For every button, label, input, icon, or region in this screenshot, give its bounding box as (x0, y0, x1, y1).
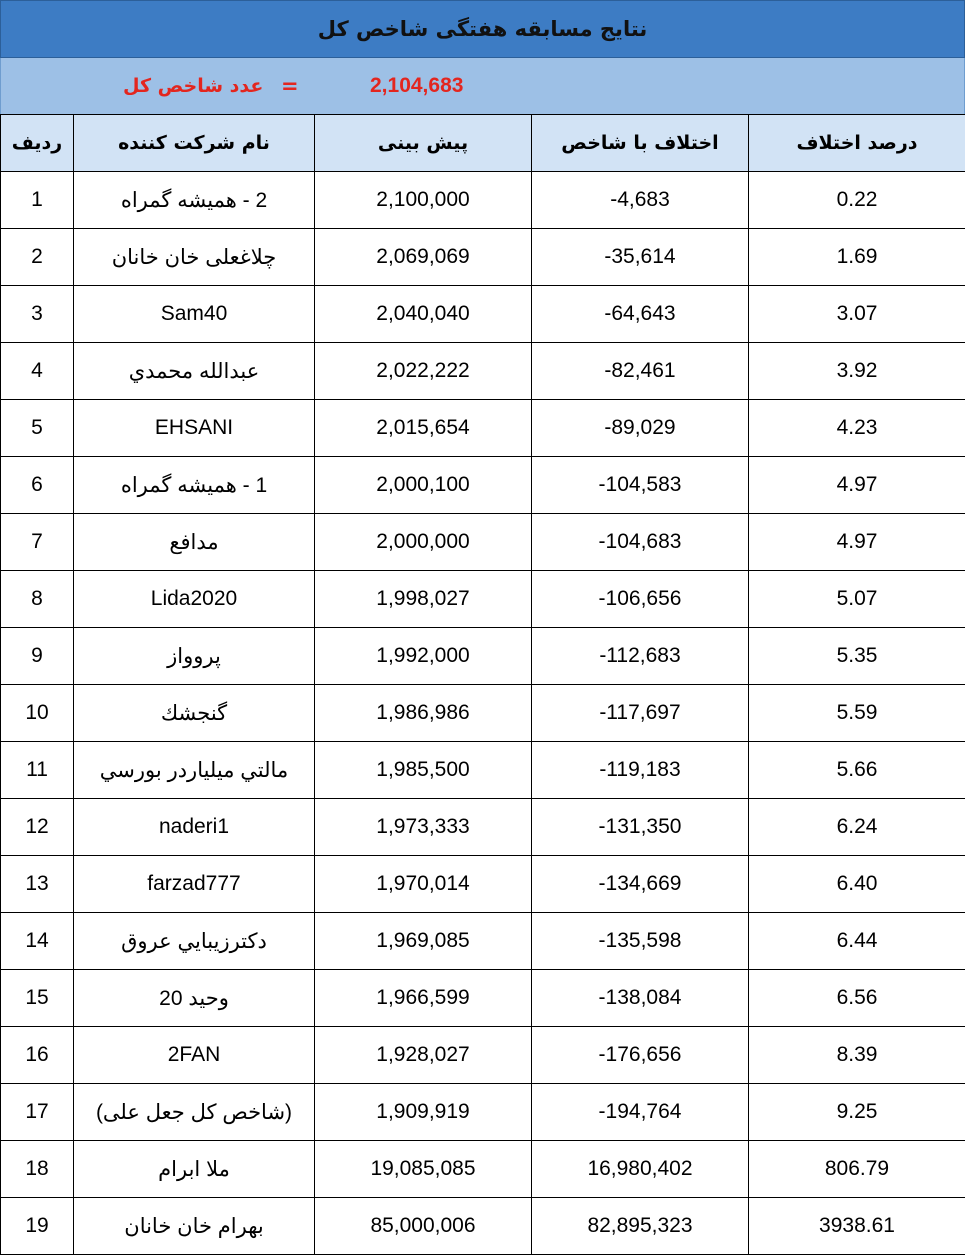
cell-prediction: 2,000,100 (315, 457, 532, 514)
cell-rank: 17 (1, 1084, 74, 1141)
cell-name: ملا ابرام (74, 1141, 315, 1198)
cell-prediction: 1,970,014 (315, 856, 532, 913)
table-row (1, 742, 965, 799)
cell-percent: 6.56 (749, 970, 965, 1027)
cell-prediction: 2,022,222 (315, 343, 532, 400)
cell-percent: 5.07 (749, 571, 965, 628)
cell-name: (شاخص کل جعل علی) (74, 1084, 315, 1141)
table-row (1, 856, 965, 913)
cell-rank: 9 (1, 628, 74, 685)
cell-difference: -106,656 (532, 571, 749, 628)
cell-prediction: 1,985,500 (315, 742, 532, 799)
cell-name: چلاغعلی خان خانان (74, 229, 315, 286)
table-row (1, 457, 965, 514)
cell-rank: 12 (1, 799, 74, 856)
table-row (1, 286, 965, 343)
cell-percent: 806.79 (749, 1141, 965, 1198)
cell-percent: 6.40 (749, 856, 965, 913)
cell-prediction: 2,000,000 (315, 514, 532, 571)
cell-prediction: 2,100,000 (315, 172, 532, 229)
cell-difference: -104,683 (532, 514, 749, 571)
table-row (1, 172, 965, 229)
cell-rank: 11 (1, 742, 74, 799)
cell-difference: -89,029 (532, 400, 749, 457)
table-row (1, 400, 965, 457)
cell-percent: 4.97 (749, 514, 965, 571)
header-difference: اختلاف با شاخص (532, 115, 749, 172)
table-row (1, 913, 965, 970)
cell-difference: -119,183 (532, 742, 749, 799)
table-row (1, 1141, 965, 1198)
results-table (0, 114, 965, 1255)
cell-percent: 5.66 (749, 742, 965, 799)
cell-percent: 3.07 (749, 286, 965, 343)
table-row (1, 628, 965, 685)
cell-prediction: 1,909,919 (315, 1084, 532, 1141)
cell-percent: 1.69 (749, 229, 965, 286)
index-bar (0, 58, 965, 115)
cell-rank: 14 (1, 913, 74, 970)
cell-prediction: 1,992,000 (315, 628, 532, 685)
cell-percent: 3938.61 (749, 1198, 965, 1255)
cell-prediction: 2,069,069 (315, 229, 532, 286)
cell-name: گنجشك (74, 685, 315, 742)
cell-percent: 3.92 (749, 343, 965, 400)
cell-percent: 4.23 (749, 400, 965, 457)
cell-difference: -194,764 (532, 1084, 749, 1141)
cell-difference: -4,683 (532, 172, 749, 229)
cell-percent: 8.39 (749, 1027, 965, 1084)
cell-name: naderi1 (74, 799, 315, 856)
cell-difference: -117,697 (532, 685, 749, 742)
cell-percent: 6.24 (749, 799, 965, 856)
cell-prediction: 1,966,599 (315, 970, 532, 1027)
index-label: عدد شاخص کل (123, 75, 264, 97)
cell-prediction: 1,973,333 (315, 799, 532, 856)
table-row (1, 1027, 965, 1084)
cell-difference: -138,084 (532, 970, 749, 1027)
index-value: 2,104,683 (370, 74, 464, 97)
cell-prediction: 85,000,006 (315, 1198, 532, 1255)
cell-difference: -64,643 (532, 286, 749, 343)
cell-rank: 3 (1, 286, 74, 343)
cell-prediction: 1,998,027 (315, 571, 532, 628)
cell-percent: 4.97 (749, 457, 965, 514)
table-row (1, 514, 965, 571)
cell-name: EHSANI (74, 400, 315, 457)
cell-percent: 0.22 (749, 172, 965, 229)
cell-name: بهرام خان خانان (74, 1198, 315, 1255)
cell-name: عبدالله محمدي (74, 343, 315, 400)
cell-rank: 6 (1, 457, 74, 514)
cell-percent: 5.35 (749, 628, 965, 685)
table-row (1, 685, 965, 742)
header-percent: درصد اختلاف (749, 115, 965, 172)
cell-difference: -134,669 (532, 856, 749, 913)
cell-rank: 16 (1, 1027, 74, 1084)
header-prediction: پیش بینی (315, 115, 532, 172)
cell-name: مالتي ميلياردر بورسي (74, 742, 315, 799)
table-header-row (1, 115, 965, 172)
cell-prediction: 1,986,986 (315, 685, 532, 742)
cell-rank: 19 (1, 1198, 74, 1255)
cell-prediction: 2,040,040 (315, 286, 532, 343)
cell-rank: 10 (1, 685, 74, 742)
cell-difference: 16,980,402 (532, 1141, 749, 1198)
cell-rank: 7 (1, 514, 74, 571)
cell-rank: 4 (1, 343, 74, 400)
page-title: نتایج مسابقه هفتگی شاخص کل (0, 0, 965, 58)
cell-name: وحید 20 (74, 970, 315, 1027)
table-row (1, 970, 965, 1027)
cell-rank: 15 (1, 970, 74, 1027)
table-row (1, 229, 965, 286)
table-row (1, 343, 965, 400)
cell-difference: -112,683 (532, 628, 749, 685)
cell-prediction: 1,928,027 (315, 1027, 532, 1084)
cell-percent: 9.25 (749, 1084, 965, 1141)
index-equals-sign: = (281, 74, 299, 98)
cell-name: پروواز (74, 628, 315, 685)
cell-rank: 13 (1, 856, 74, 913)
cell-percent: 6.44 (749, 913, 965, 970)
cell-rank: 8 (1, 571, 74, 628)
cell-prediction: 19,085,085 (315, 1141, 532, 1198)
cell-percent: 5.59 (749, 685, 965, 742)
table-row (1, 1198, 965, 1255)
cell-name: 2 - همیشه گمراه (74, 172, 315, 229)
cell-difference: -82,461 (532, 343, 749, 400)
cell-rank: 5 (1, 400, 74, 457)
cell-rank: 18 (1, 1141, 74, 1198)
table-row (1, 799, 965, 856)
cell-difference: -131,350 (532, 799, 749, 856)
cell-prediction: 1,969,085 (315, 913, 532, 970)
cell-prediction: 2,015,654 (315, 400, 532, 457)
cell-name: Sam40 (74, 286, 315, 343)
header-rank: ردیف (1, 115, 74, 172)
cell-difference: -35,614 (532, 229, 749, 286)
cell-name: farzad777 (74, 856, 315, 913)
cell-rank: 2 (1, 229, 74, 286)
cell-difference: -135,598 (532, 913, 749, 970)
header-name: نام شرکت کننده (74, 115, 315, 172)
cell-name: 2FAN (74, 1027, 315, 1084)
cell-difference: 82,895,323 (532, 1198, 749, 1255)
table-row (1, 1084, 965, 1141)
cell-difference: -104,583 (532, 457, 749, 514)
cell-name: دكترزيبايي عروق (74, 913, 315, 970)
cell-name: Lida2020 (74, 571, 315, 628)
cell-difference: -176,656 (532, 1027, 749, 1084)
table-row (1, 571, 965, 628)
cell-rank: 1 (1, 172, 74, 229)
cell-name: مدافع (74, 514, 315, 571)
cell-name: 1 - همیشه گمراه (74, 457, 315, 514)
